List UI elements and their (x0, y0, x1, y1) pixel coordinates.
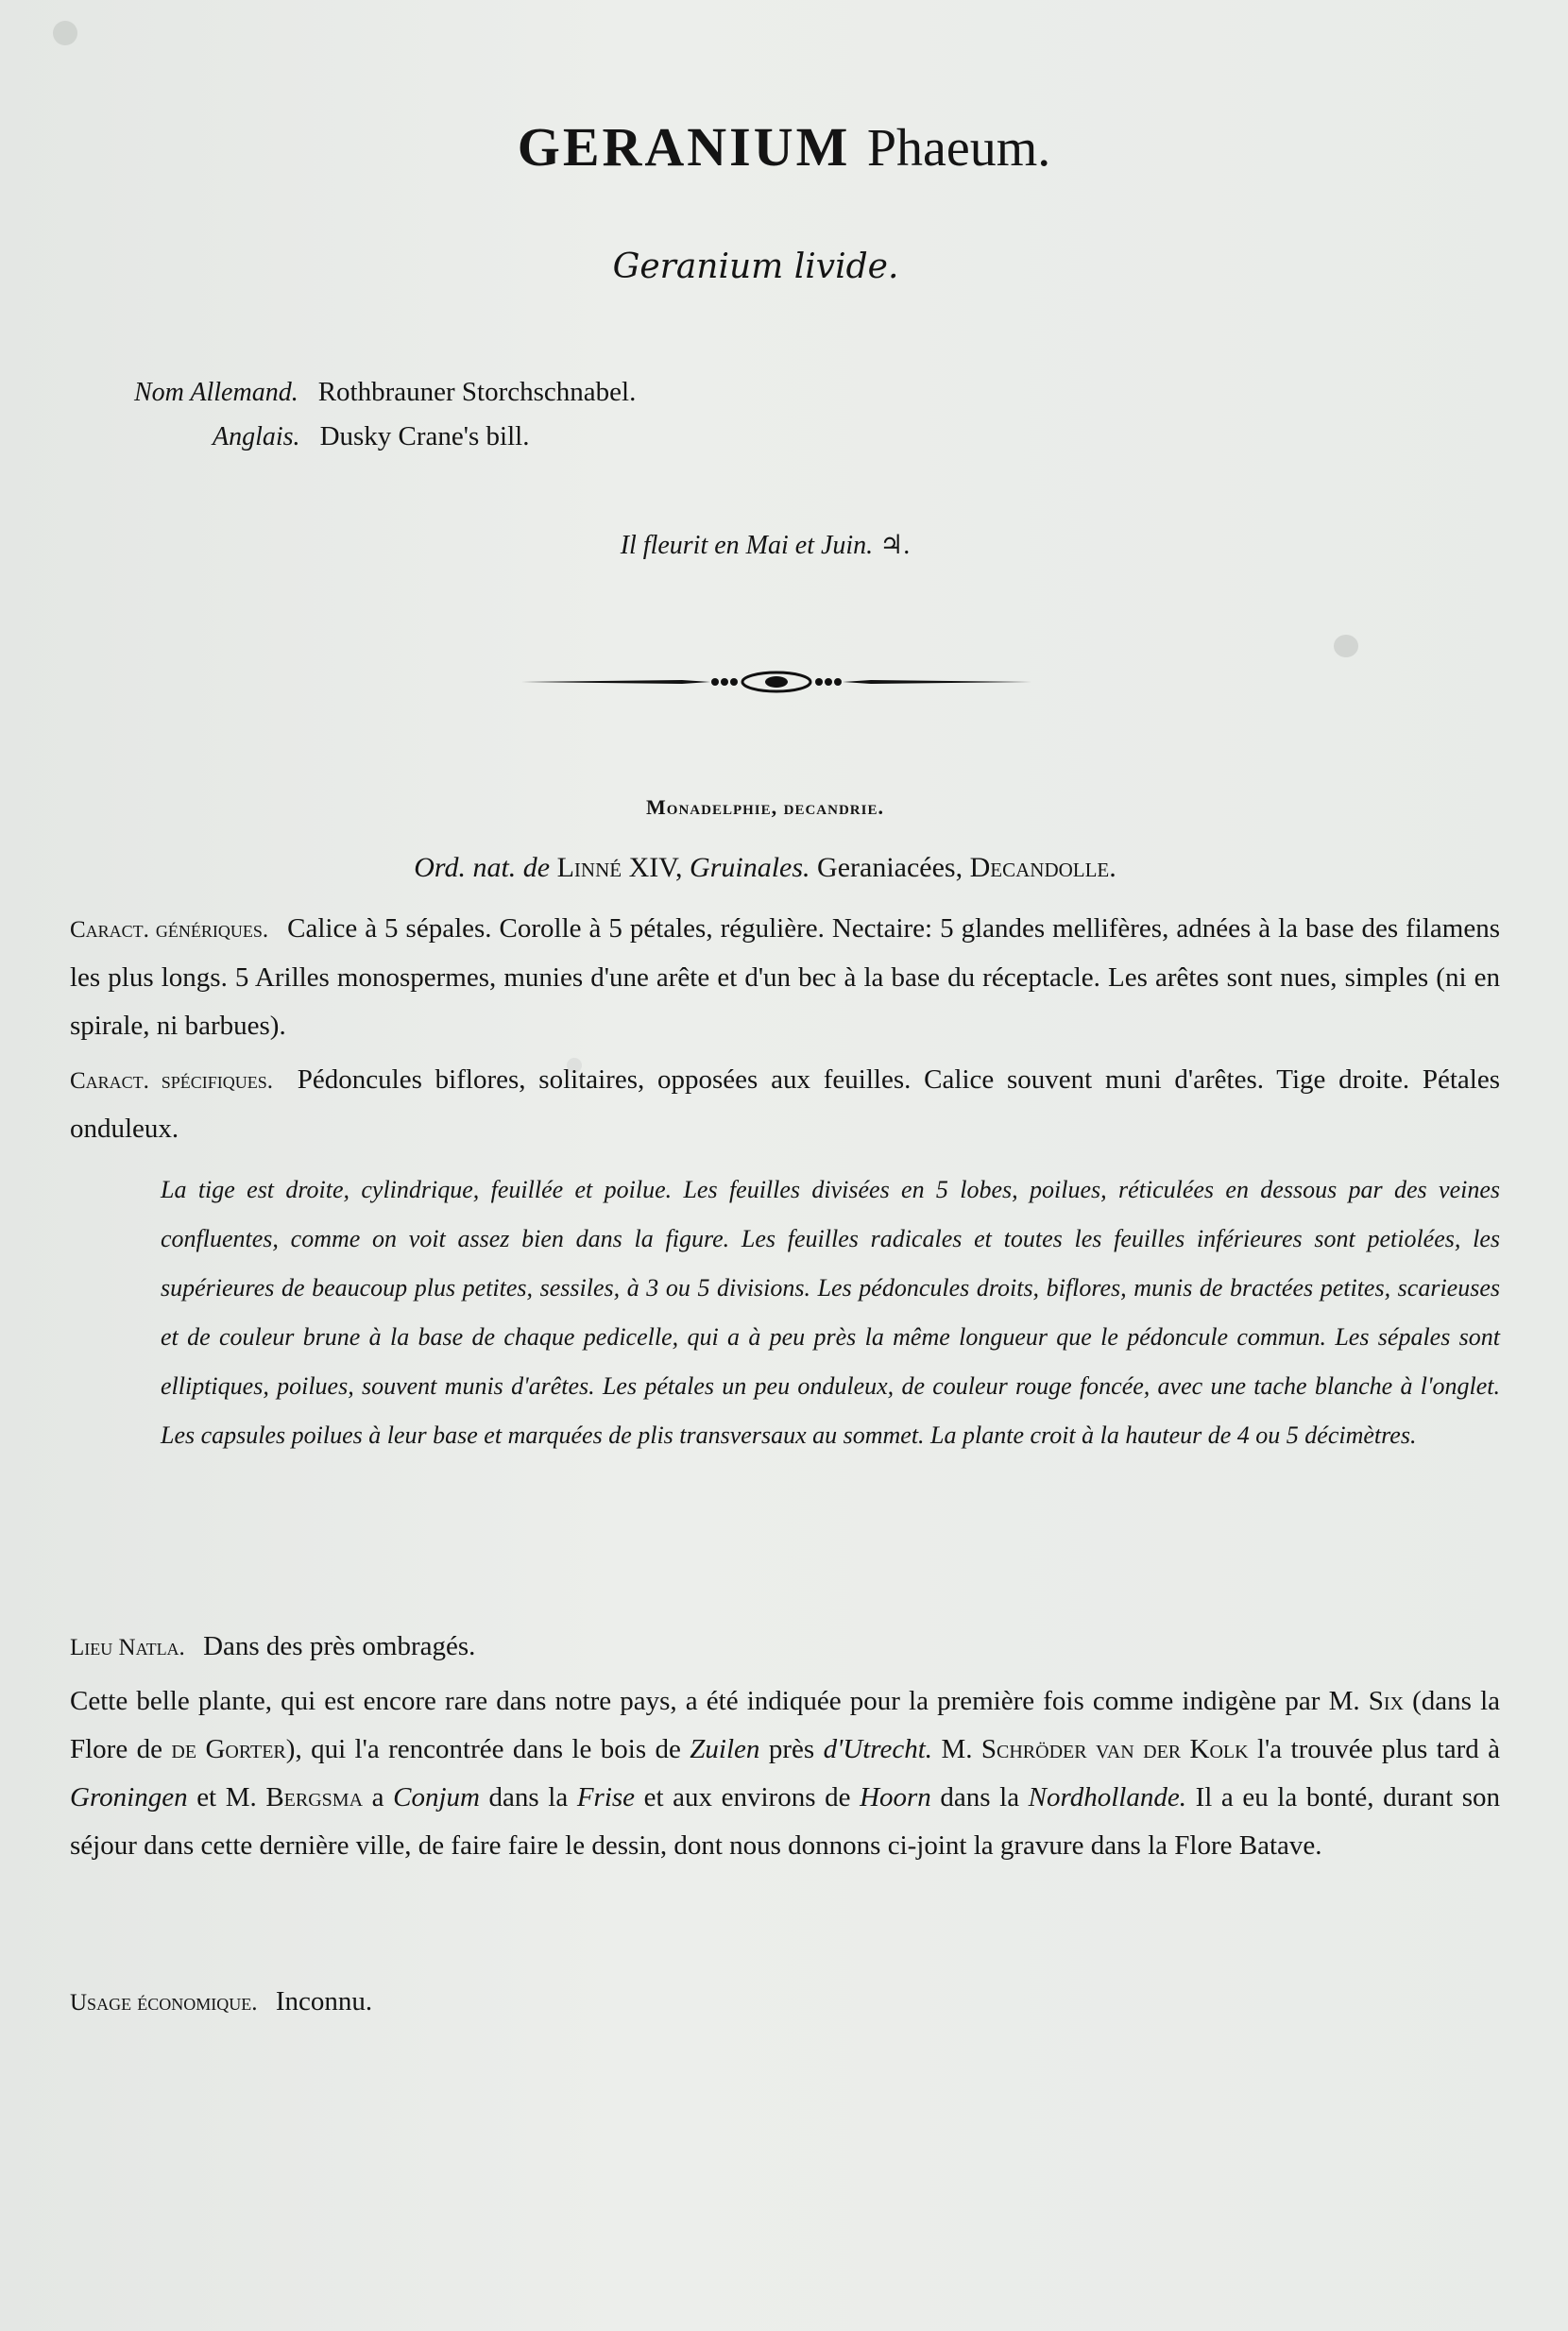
order-geraniacees: Geraniacées, (817, 852, 963, 883)
text: près (768, 1734, 815, 1764)
specific-text: Pédoncules biflores, solitaires, opposées aux feuilles. Calice souvent muni d'arêtes. Tige droite. Pétales onduleux. (70, 1064, 1501, 1144)
text: et aux environs de (643, 1782, 851, 1812)
ornament-divider (521, 663, 1031, 701)
page-title (0, 115, 1568, 179)
text: ), qui l'a rencontrée dans le bois de (285, 1734, 681, 1764)
person-schroder: Schröder van der Kolk (980, 1734, 1249, 1764)
name-value: Rothbrauner Storchschnabel. (317, 377, 637, 407)
place-nordhollande: Nordhollande. (1028, 1782, 1186, 1812)
order-prefix: Ord. nat. de (414, 852, 551, 883)
flowering-line (0, 529, 1530, 561)
title-genus: GERANIUM (517, 116, 851, 178)
generic-text: Calice à 5 sépales. Corolle à 5 pétales, régulière. Nectaire: 5 glandes mellifères, adnées à la base des filamens les plus longs. 5 Arilles monospermes, munies d'une arête et d'un bec à la base du réceptacle. Les arêtes sont nues, simples (ni en spirale, ni barbues). (70, 913, 1500, 1041)
text: l'a trouvée plus tard à (1257, 1734, 1501, 1764)
title-species: Phaeum. (866, 119, 1051, 178)
place-zuilen: Zuilen (690, 1734, 760, 1764)
habitat-label: Lieu Natla. (70, 1635, 185, 1660)
vernacular-names (134, 370, 636, 459)
person-gorter: de Gorter (171, 1734, 286, 1764)
order-family: Gruinales. (690, 852, 810, 883)
text: dans la (488, 1782, 569, 1812)
text: Cette belle plante, qui est encore rare dans notre pays, a été indiquée pour la première fois comme indigène par M. (70, 1686, 1360, 1716)
paper-stain (1334, 635, 1358, 657)
usage-text: Inconnu. (275, 1986, 373, 2016)
specific-label: Caract. spécifiques. (70, 1068, 273, 1094)
common-name: Geranium livide. (612, 247, 899, 286)
place-conjum: Conjum (393, 1782, 480, 1812)
text: M. (941, 1734, 973, 1764)
generic-label: Caract. génériques. (70, 917, 269, 943)
classification: Monadelphie, decandrie. (646, 795, 884, 819)
person-six: Six (1368, 1686, 1404, 1716)
text: dans la (940, 1782, 1020, 1812)
usage (70, 1978, 1500, 2027)
paper-stain (53, 21, 77, 45)
name-label: Anglais. (213, 422, 300, 451)
place-frise: Frise (576, 1782, 636, 1812)
person-bergsma: Bergsma (265, 1782, 364, 1812)
description: La tige est droite, cylindrique, feuillée et poilue. Les feuilles divisées en 5 lobes, poilues, réticulées en dessous par des veines confluentes, comme on voit assez bien dans la figure. Les feuilles radicales et toutes les feuilles inférieures sont petiolées, les supérieures de beaucoup plus petites, sessiles, à 3 ou 5 divisions. Les pédoncules droits, biflores, munis de bractées petites, scarieuses et de couleur brune à la base de chaque pedicelle, qui a à peu près la même longueur que le pédoncule commun. Les sépales sont elliptiques, poilues, souvent munis d'arêtes. Les pétales un peu onduleux, de couleur rouge foncée, avec une tache blanche à l'onglet. Les capsules poilues à leur base et marquées de plis transversaux au sommet. La plante croit à la hauteur de 4 ou 5 décimètres. (161, 1176, 1500, 1449)
name-value: Dusky Crane's bill. (319, 421, 530, 451)
text: et M. (196, 1782, 257, 1812)
usage-label: Usage économique. (70, 1990, 258, 2016)
name-row-english (134, 415, 636, 459)
natural-order (0, 852, 1530, 884)
place-hoorn: Hoorn (860, 1782, 931, 1812)
place-utrecht: d'Utrecht. (823, 1734, 933, 1764)
name-row-german (134, 370, 636, 415)
order-number: XIV, (628, 852, 683, 883)
order-linne: Linné (556, 852, 622, 883)
habitat (70, 1623, 1500, 1672)
narrative-paragraph (70, 1677, 1500, 1870)
perennial-symbol: ♃. (879, 531, 911, 560)
name-label: Nom Allemand. (134, 378, 298, 407)
generic-characters (70, 905, 1500, 1050)
specific-characters (70, 1056, 1500, 1153)
text: (dans la Flore de (70, 1686, 1501, 1764)
flowering-text: Il fleurit en Mai et Juin. (620, 531, 874, 560)
habitat-text: Dans des près ombragés. (203, 1631, 476, 1661)
order-decandolle: Decandolle. (969, 852, 1116, 883)
text: a (371, 1782, 384, 1812)
text: Il a eu la bonté, durant son séjour dans cette dernière ville, de faire faire le dessin, dont nous donnons ci-joint la gravure dans la Flore Batave. (70, 1782, 1501, 1861)
place-groningen: Groningen (70, 1782, 188, 1812)
